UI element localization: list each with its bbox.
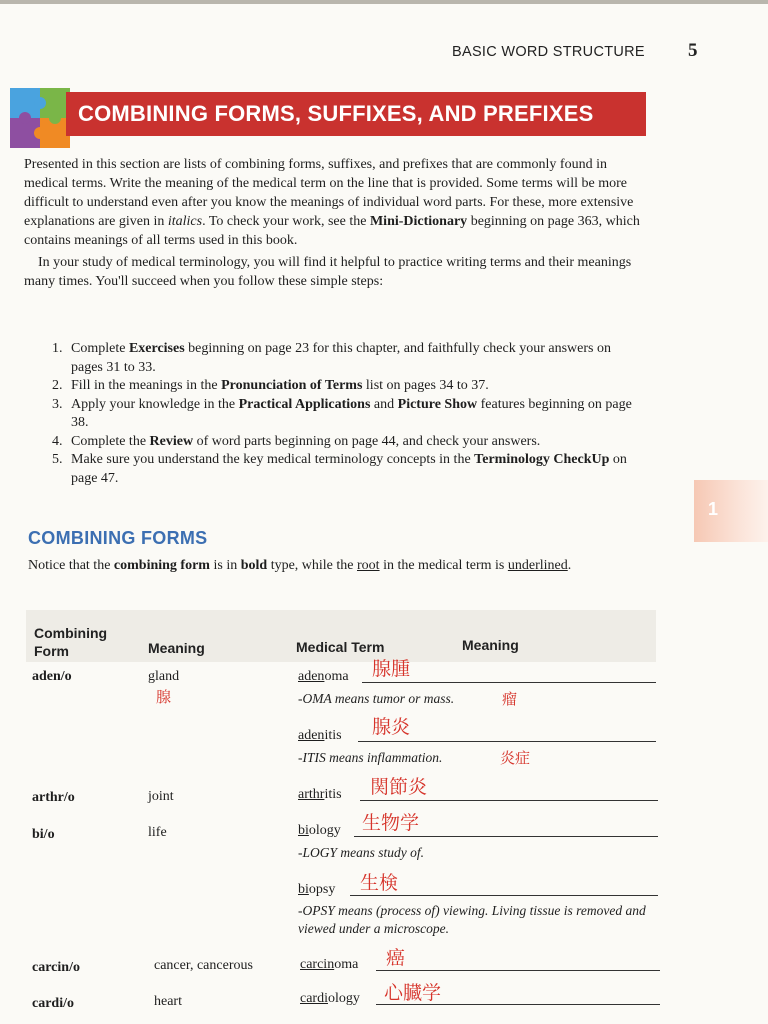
handwritten-answer: 関節炎	[370, 776, 428, 798]
combining-form: aden/o	[32, 669, 72, 684]
combining-form: bi/o	[32, 827, 55, 842]
step-item: 5. Make sure you understand the key medical terminology concepts in the Terminology CheckUp on page 47.	[52, 452, 627, 486]
step-item: 1. Complete Exercises beginning on page 23 for this chapter, and faithfully check your answers on pages 31 to 33.	[52, 341, 611, 375]
step-item: 4. Complete the Review of word parts beginning on page 44, and check your answers.	[52, 433, 541, 449]
header-term-meaning: Meaning	[462, 637, 519, 653]
term-note: -OPSY means (process of) viewing. Living tissue is removed and viewed under a microscope.	[298, 903, 646, 936]
intro-paragraph-2: In your study of medical terminology, you will find it helpful to practice writing terms and their meanings many times. You'll succeed when you follow these simple steps:	[24, 255, 632, 289]
top-edge	[0, 0, 768, 4]
intro-text	[24, 155, 648, 291]
header-medical-term: Medical Term	[296, 639, 385, 655]
term-note: -LOGY means study of.	[298, 845, 425, 860]
step-item: 2. Fill in the meanings in the Pronunciation of Terms list on pages 34 to 37.	[52, 378, 489, 393]
answer-line[interactable]	[376, 970, 660, 971]
handwritten-answer: 腺腫	[372, 658, 411, 680]
running-head: BASIC WORD STRUCTURE	[452, 44, 645, 60]
combining-form: carcin/o	[32, 960, 80, 975]
header-combining-form: Combining Form	[34, 625, 108, 659]
steps-list	[52, 340, 632, 488]
medical-term: biopsy	[298, 882, 336, 897]
handwritten-annotation: 瘤	[502, 690, 518, 708]
section-banner: COMBINING FORMS, SUFFIXES, AND PREFIXES	[66, 92, 646, 136]
answer-line[interactable]	[362, 682, 656, 683]
handwritten-annotation: 炎症	[500, 749, 531, 767]
header-meaning: Meaning	[148, 640, 205, 656]
handwritten-answer: 腺炎	[372, 716, 411, 738]
intro-paragraph-1: Presented in this section are lists of combining forms, suffixes, and prefixes that are commonly found in medical terms. Write the meaning of the medical term on the line that is provided. Some terms will be more difficult to understand even after you know the meanings of individual word parts. For these, more extensive explanations are given in italics. To check your work, see the Mini-Dictionary beginning on page 363, which contains meanings of all terms used in this book.	[24, 157, 640, 248]
answer-line[interactable]	[360, 800, 658, 801]
handwritten-answer: 心臓学	[384, 982, 442, 1004]
medical-term: adenoma	[298, 669, 349, 684]
form-meaning: joint	[148, 789, 174, 804]
handwritten-answer: 生検	[360, 872, 399, 894]
puzzle-icon	[8, 86, 72, 150]
handwritten-annotation: 腺	[156, 688, 172, 706]
form-meaning: life	[148, 825, 167, 840]
medical-term: adenitis	[298, 728, 342, 743]
chapter-tab: 1	[694, 480, 768, 542]
form-meaning: cancer, cancerous	[154, 958, 253, 973]
table-header	[26, 610, 656, 662]
answer-line[interactable]	[350, 895, 658, 896]
medical-term: arthritis	[298, 787, 342, 802]
handwritten-answer: 癌	[386, 947, 406, 969]
combining-form: arthr/o	[32, 790, 75, 805]
combining-form: cardi/o	[32, 996, 74, 1011]
section-heading: COMBINING FORMS	[28, 528, 208, 548]
medical-term: cardiology	[300, 991, 360, 1006]
answer-line[interactable]	[354, 836, 658, 837]
handwritten-answer: 生物学	[362, 812, 420, 834]
step-item: 3. Apply your knowledge in the Practical Applications and Picture Show features beginning on page 38.	[52, 396, 632, 430]
form-meaning: heart	[154, 994, 182, 1009]
term-note: -ITIS means inflammation.	[298, 750, 443, 765]
medical-term: biology	[298, 823, 341, 838]
answer-line[interactable]	[358, 741, 656, 742]
page-number: 5	[688, 40, 698, 61]
notice-text: Notice that the combining form is in bold type, while the root in the medical term is underlined.	[28, 558, 572, 573]
form-meaning: gland	[148, 669, 180, 684]
term-note: -OMA means tumor or mass.	[298, 691, 455, 706]
medical-term: carcinoma	[300, 957, 359, 972]
